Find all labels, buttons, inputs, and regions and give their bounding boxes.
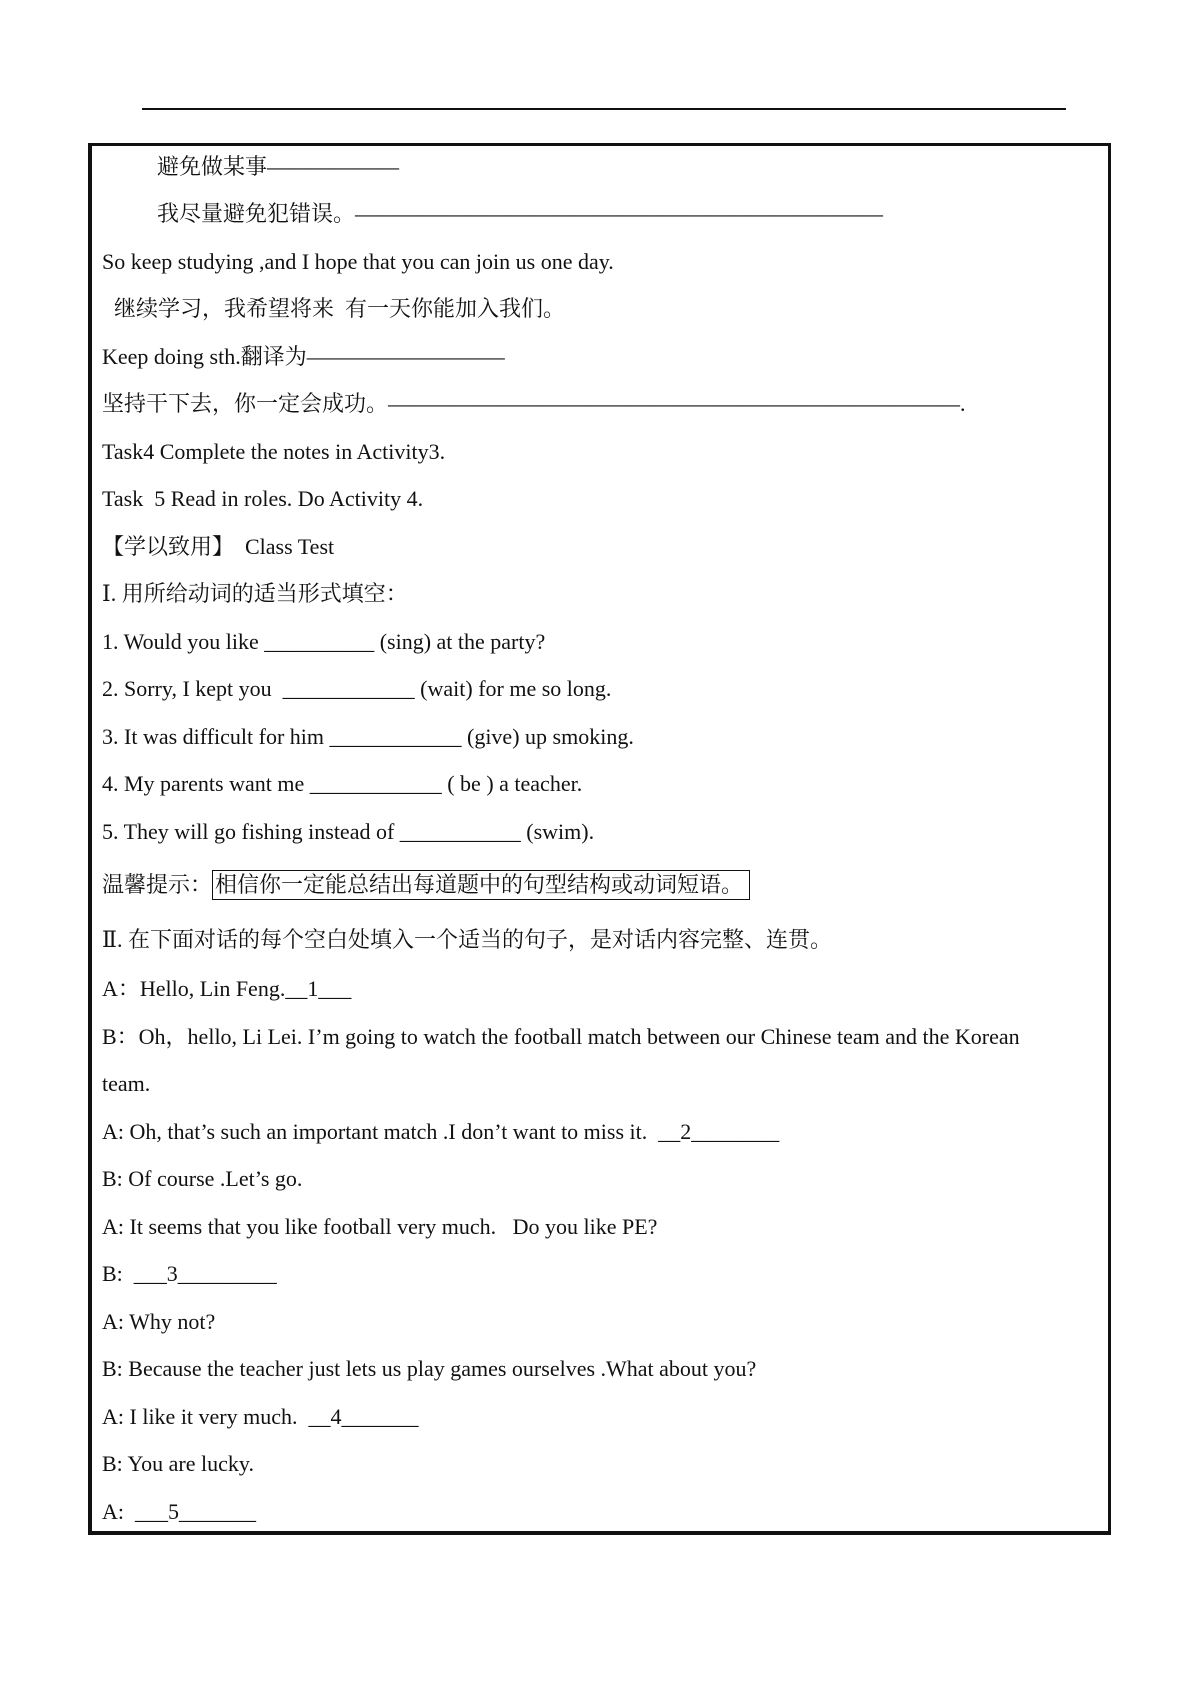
text-line: 坚持干下去，你一定会成功。——————————————————————————. bbox=[102, 391, 966, 416]
dialogue-line: A: Oh, that’s such an important match .I don’t want to miss it. __2________ bbox=[102, 1119, 780, 1144]
dialogue-line: B：Oh，hello, Li Lei. I’m going to watch the football match between our Chinese team and the Korean bbox=[102, 1024, 1020, 1049]
tip-label: 温馨提示： bbox=[102, 872, 213, 897]
dialogue-line: B: You are lucky. bbox=[102, 1451, 254, 1476]
text-line: 继续学习，我希望将来 有一天你能加入我们。 bbox=[114, 296, 566, 321]
dialogue-line: B: Because the teacher just lets us play games ourselves .What about you? bbox=[102, 1356, 757, 1381]
dialogue-line: team. bbox=[102, 1071, 151, 1096]
task-line: Task4 Complete the notes in Activity3. bbox=[102, 439, 446, 464]
dialogue-line: B: ___3_________ bbox=[102, 1261, 277, 1286]
exercise-item: 5. They will go fishing instead of ___________ (swim). bbox=[102, 819, 595, 844]
text-line: 我尽量避免犯错误。———————————————————————— bbox=[157, 201, 884, 226]
header-rule bbox=[142, 108, 1066, 110]
text-line: 避免做某事—————— bbox=[157, 154, 400, 179]
dialogue-line: A: ___5_______ bbox=[102, 1499, 256, 1524]
dialogue-line: A: It seems that you like football very much. Do you like PE? bbox=[102, 1214, 658, 1239]
tip-box: 相信你一定能总结出每道题中的句型结构或动词短语。 bbox=[212, 870, 750, 900]
section-heading: Ⅱ. 在下面对话的每个空白处填入一个适当的句子，是对话内容完整、连贯。 bbox=[102, 927, 832, 952]
dialogue-line: A: Why not? bbox=[102, 1309, 216, 1334]
exercise-item: 2. Sorry, I kept you ____________ (wait) for me so long. bbox=[102, 676, 612, 701]
dialogue-line: A：Hello, Lin Feng.__1___ bbox=[102, 976, 352, 1001]
text-line: So keep studying ,and I hope that you can join us one day. bbox=[102, 249, 614, 274]
dialogue-line: B: Of course .Let’s go. bbox=[102, 1166, 303, 1191]
exercise-item: 1. Would you like __________ (sing) at the party? bbox=[102, 629, 546, 654]
exercise-item: 3. It was difficult for him ____________ (give) up smoking. bbox=[102, 724, 634, 749]
task-line: Task 5 Read in roles. Do Activity 4. bbox=[102, 486, 424, 511]
dialogue-line: A: I like it very much. __4_______ bbox=[102, 1404, 419, 1429]
section-heading: 【学以致用】 Class Test bbox=[102, 534, 335, 559]
section-heading: Ⅰ. 用所给动词的适当形式填空： bbox=[102, 581, 408, 606]
text-line: Keep doing sth.翻译为————————— bbox=[102, 344, 505, 369]
tip-line bbox=[102, 870, 750, 900]
exercise-item: 4. My parents want me ____________ ( be ) a teacher. bbox=[102, 771, 583, 796]
